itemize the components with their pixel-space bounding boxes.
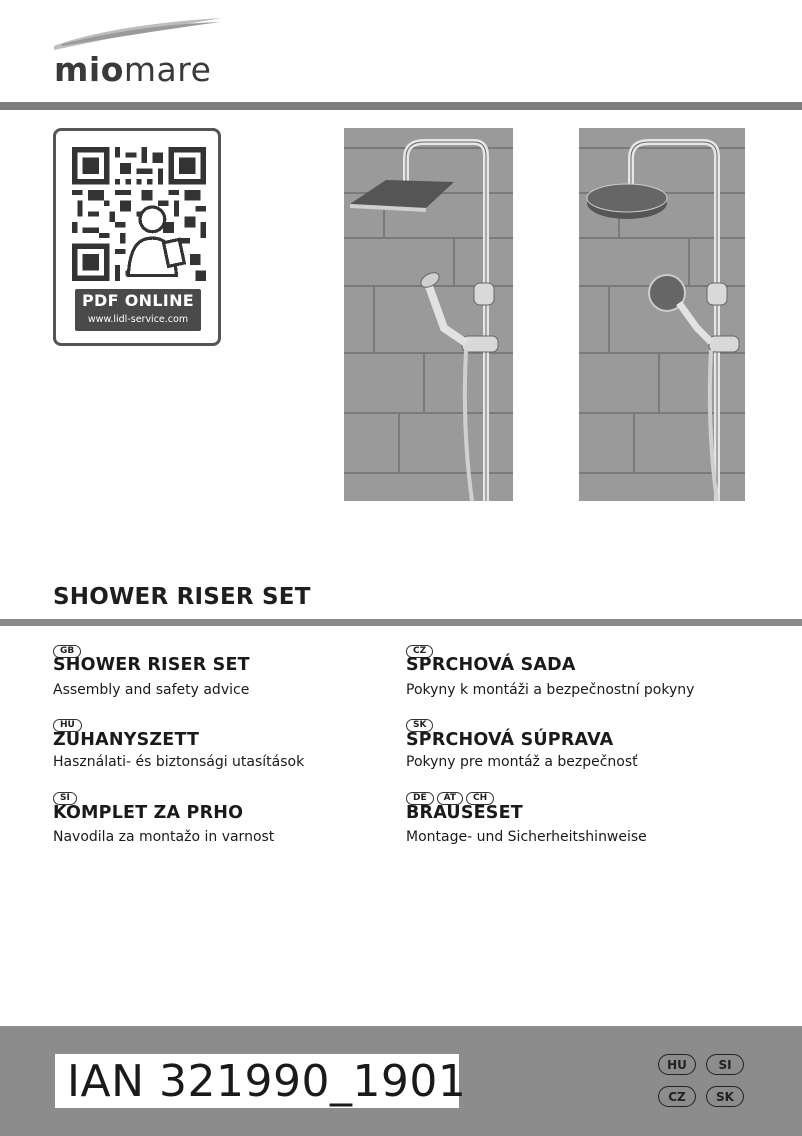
qr-code-card[interactable] — [53, 128, 221, 346]
service-url: www.lidl-service.com — [87, 314, 189, 325]
lang-title-sk: SPRCHOVÁ SÚPRAVA — [406, 730, 614, 750]
footer-badge-sk: SK — [706, 1086, 744, 1107]
product-photo-round-head — [579, 128, 745, 501]
qr-code-icon — [72, 147, 206, 281]
lang-badge-cz: CZ — [406, 645, 433, 658]
lang-title-hu: ZUHANYSZETT — [53, 730, 200, 750]
lang-subtitle-cz: Pokyny k montáži a bezpečnostní pokyny — [406, 682, 695, 698]
logo-swoosh — [52, 14, 224, 54]
ian-number: IAN 321990_1901 — [67, 1056, 467, 1107]
brand-logo — [54, 50, 211, 89]
shower-square-head-image — [344, 128, 513, 501]
footer-badge-cz: CZ — [658, 1086, 696, 1107]
lang-subtitle-gb: Assembly and safety advice — [53, 682, 250, 698]
pdf-online-label: PDF ONLINE — [82, 291, 194, 310]
logo-bold: mio — [54, 50, 124, 89]
lang-badges-hu — [53, 712, 85, 732]
lang-badge-hu: HU — [53, 719, 82, 732]
lang-badge-si: SI — [53, 792, 77, 805]
top-divider — [0, 102, 802, 110]
logo-light: mare — [123, 50, 212, 89]
lang-badge-ch: CH — [466, 792, 494, 805]
footer-badge-si: SI — [706, 1054, 744, 1075]
footer-bar — [0, 1026, 802, 1136]
footer-badge-hu: HU — [658, 1054, 696, 1075]
lang-title-de: BRAUSESET — [406, 803, 523, 823]
lang-subtitle-hu: Használati- és biztonsági utasítások — [53, 754, 305, 770]
lang-subtitle-de: Montage- und Sicherheitshinweise — [406, 829, 647, 845]
lang-title-gb: SHOWER RISER SET — [53, 655, 250, 675]
lang-title-si: KOMPLET ZA PRHO — [53, 803, 244, 823]
lang-badge-de: DE — [406, 792, 434, 805]
ian-box — [55, 1054, 467, 1108]
lang-badges-si — [53, 785, 80, 805]
lang-badges-de-at-ch — [406, 785, 497, 805]
lang-badges-sk — [406, 712, 436, 732]
lang-badge-gb: GB — [53, 645, 81, 658]
lang-badge-sk: SK — [406, 719, 433, 732]
lang-subtitle-si: Navodila za montažo in varnost — [53, 829, 275, 845]
middle-divider — [0, 619, 802, 626]
pdf-online-box — [75, 289, 201, 331]
lang-title-cz: SPRCHOVÁ SADA — [406, 655, 576, 675]
shower-round-head-image — [579, 128, 745, 501]
lang-subtitle-sk: Pokyny pre montáž a bezpečnosť — [406, 754, 638, 770]
product-photo-square-head — [344, 128, 513, 501]
product-title: SHOWER RISER SET — [53, 584, 311, 610]
lang-badge-at: AT — [437, 792, 463, 805]
